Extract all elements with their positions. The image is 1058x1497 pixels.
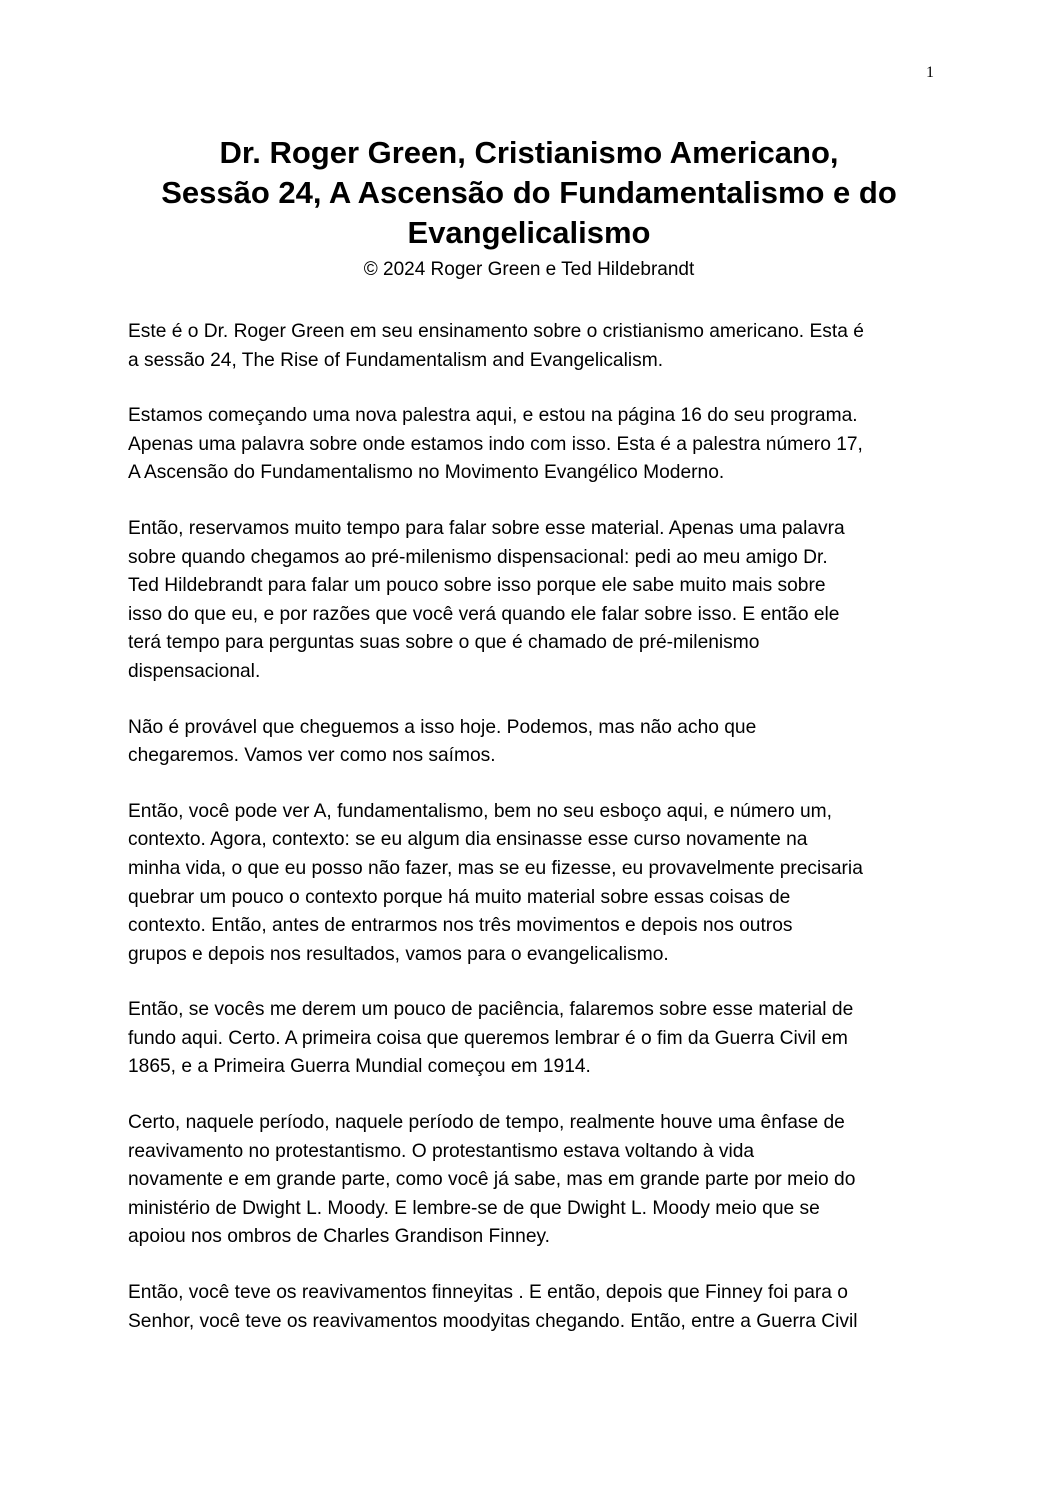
text-line: Não é provável que cheguemos a isso hoje. Podemos, mas não acho que bbox=[128, 716, 757, 738]
document-title bbox=[128, 133, 930, 253]
text-line: Ted Hildebrandt para falar um pouco sobre isso porque ele sabe muito mais sobre bbox=[128, 575, 826, 597]
paragraph bbox=[128, 515, 930, 687]
paragraph bbox=[128, 996, 930, 1082]
text-line: isso do que eu, e por razões que você verá quando ele falar sobre isso. E então ele bbox=[128, 603, 840, 625]
text-line: Apenas uma palavra sobre onde estamos indo com isso. Esta é a palestra número 17, bbox=[128, 433, 863, 455]
text-line: novamente e em grande parte, como você já sabe, mas em grande parte por meio do bbox=[128, 1169, 856, 1191]
text-line: Então, você pode ver A, fundamentalismo, bem no seu esboço aqui, e número um, bbox=[128, 800, 832, 822]
text-line: chegaremos. Vamos ver como nos saímos. bbox=[128, 745, 496, 767]
title-line: Dr. Roger Green, Cristianismo Americano, bbox=[219, 135, 839, 170]
text-line: Então, reservamos muito tempo para falar sobre esse material. Apenas uma palavra bbox=[128, 517, 845, 539]
text-line: Senhor, você teve os reavivamentos moodyitas chegando. Então, entre a Guerra Civil bbox=[128, 1310, 858, 1332]
paragraph bbox=[128, 798, 930, 970]
paragraph bbox=[128, 1279, 930, 1336]
text-line: A Ascensão do Fundamentalismo no Movimento Evangélico Moderno. bbox=[128, 462, 725, 484]
title-line: Sessão 24, A Ascensão do Fundamentalismo e do bbox=[161, 175, 897, 210]
document-body bbox=[128, 318, 930, 1363]
document-header bbox=[128, 133, 930, 283]
text-line: minha vida, o que eu posso não fazer, mas se eu fizesse, eu provavelmente precisaria bbox=[128, 857, 863, 879]
paragraph bbox=[128, 1109, 930, 1252]
text-line: Então, se vocês me derem um pouco de paciência, falaremos sobre esse material de bbox=[128, 999, 854, 1021]
paragraph bbox=[128, 714, 930, 771]
text-line: fundo aqui. Certo. A primeira coisa que queremos lembrar é o fim da Guerra Civil em bbox=[128, 1027, 848, 1049]
text-line: Certo, naquele período, naquele período de tempo, realmente houve uma ênfase de bbox=[128, 1112, 845, 1134]
text-line: contexto. Então, antes de entrarmos nos três movimentos e depois nos outros bbox=[128, 915, 793, 937]
page-number: 1 bbox=[926, 64, 934, 81]
text-line: dispensacional. bbox=[128, 660, 261, 682]
text-line: contexto. Agora, contexto: se eu algum dia ensinasse esse curso novamente na bbox=[128, 829, 808, 851]
paragraph bbox=[128, 318, 930, 375]
paragraph bbox=[128, 402, 930, 488]
text-line: reavivamento no protestantismo. O protestantismo estava voltando à vida bbox=[128, 1140, 755, 1162]
text-line: grupos e depois nos resultados, vamos para o evangelicalismo. bbox=[128, 943, 669, 965]
text-line: Estamos começando uma nova palestra aqui, e estou na página 16 do seu programa. bbox=[128, 405, 858, 427]
text-line: 1865, e a Primeira Guerra Mundial começou em 1914. bbox=[128, 1056, 591, 1078]
copyright-notice: © 2024 Roger Green e Ted Hildebrandt bbox=[363, 259, 695, 280]
text-line: ministério de Dwight L. Moody. E lembre-se de que Dwight L. Moody meio que se bbox=[128, 1197, 820, 1219]
text-line: a sessão 24, The Rise of Fundamentalism and Evangelicalism. bbox=[128, 349, 664, 371]
text-line: terá tempo para perguntas suas sobre o que é chamado de pré-milenismo bbox=[128, 632, 760, 654]
text-line: Este é o Dr. Roger Green em seu ensinamento sobre o cristianismo americano. Esta é bbox=[128, 321, 864, 342]
text-line: sobre quando chegamos ao pré-milenismo dispensacional: pedi ao meu amigo Dr. bbox=[128, 546, 828, 568]
text-line: Então, você teve os reavivamentos finneyitas . E então, depois que Finney foi para o bbox=[128, 1282, 848, 1304]
title-line: Evangelicalismo bbox=[407, 215, 651, 250]
text-line: apoiou nos ombros de Charles Grandison Finney. bbox=[128, 1226, 551, 1248]
text-line: quebrar um pouco o contexto porque há muito material sobre essas coisas de bbox=[128, 886, 791, 908]
